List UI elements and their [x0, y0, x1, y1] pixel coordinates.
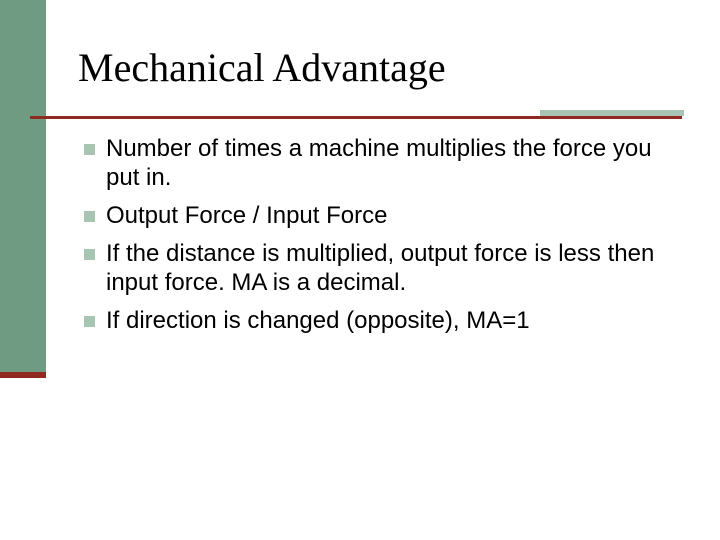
bullet-item — [84, 306, 684, 335]
bullet-item — [84, 134, 684, 192]
decorative-sidebar — [0, 0, 46, 378]
bullet-item — [84, 239, 684, 297]
slide-title: Mechanical Advantage — [78, 45, 446, 90]
bullet-text: Number of times a machine multiplies the force you put in. — [106, 135, 652, 191]
square-bullet-icon — [84, 144, 95, 155]
square-bullet-icon — [84, 316, 95, 327]
bullet-text: If direction is changed (opposite), MA=1 — [106, 307, 530, 334]
bullet-text: If the distance is multiplied, output force is less then input force. MA is a decimal. — [106, 240, 655, 296]
square-bullet-icon — [84, 211, 95, 222]
square-bullet-icon — [84, 249, 95, 260]
title-divider — [30, 116, 682, 119]
bullet-list — [84, 134, 684, 344]
bullet-text: Output Force / Input Force — [106, 202, 388, 229]
bullet-item — [84, 201, 684, 230]
